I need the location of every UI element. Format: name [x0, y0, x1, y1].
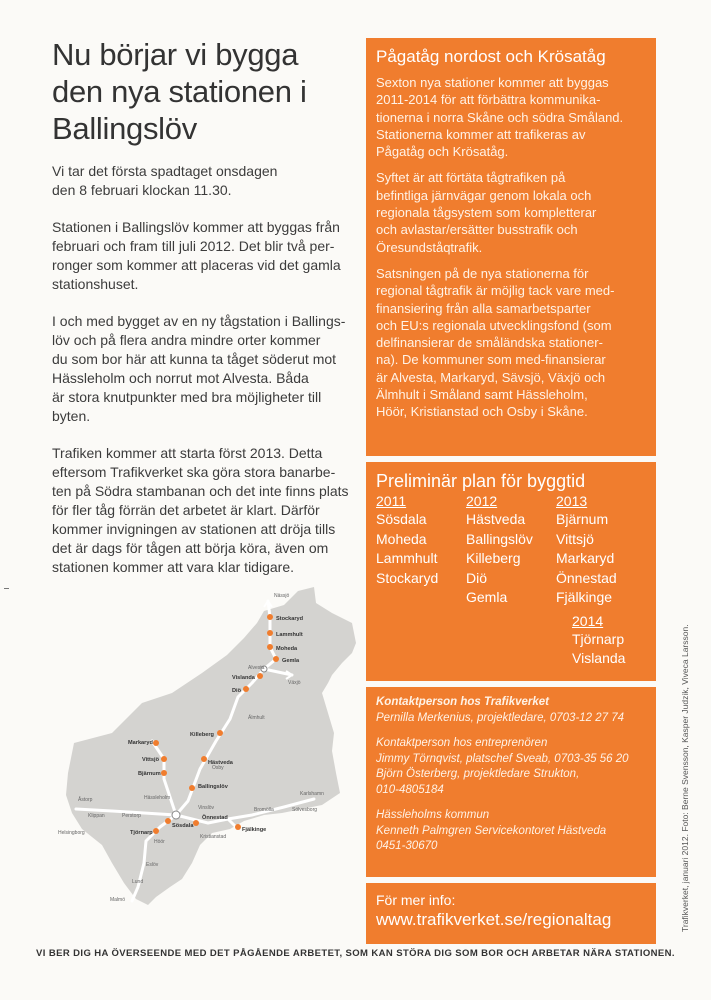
label-markaryd: Markaryd [128, 740, 153, 746]
contact-trafikverket [376, 695, 646, 726]
station-dot [235, 824, 241, 830]
text-line: Sexton nya stationer kommer att byggas [376, 75, 609, 90]
headline-line: Nu börjar vi bygga [52, 37, 299, 72]
text-line: Trafiken kommer att starta först 2013. Detta [52, 445, 323, 461]
intro-paragraph [52, 162, 364, 200]
contact-heading: Hässleholms kommun [376, 809, 490, 821]
plan-year: 2011 [376, 493, 407, 509]
plan-columns [376, 492, 646, 608]
station-dot [267, 630, 273, 636]
plan-station: Diö [466, 569, 488, 586]
label-stockaryd: Stockaryd [276, 616, 304, 622]
plan-station: Bjärnum [556, 511, 609, 527]
info-box-title: Pågatåg nordost och Krösatåg [376, 47, 606, 66]
station-dot [193, 820, 199, 826]
label-malmo: Malmö [110, 897, 126, 903]
contact-heading: Kontaktperson hos Trafikverket [376, 696, 549, 708]
label-karlshamn: Karlshamn [300, 791, 324, 797]
plan-box [366, 462, 656, 681]
map-land [66, 587, 356, 905]
plan-station: Fjälkinge [556, 589, 613, 605]
plan-year: 2012 [466, 493, 498, 509]
text-line: Höör, Kristianstad och Osby i Skåne. [376, 404, 588, 420]
text-line: finansiering från alla samarbetsparter [376, 300, 591, 316]
label-sosdala: Sösdala [172, 823, 194, 829]
text-line: löv och på flera andra mindre orter kommer [52, 332, 321, 348]
label-hastveda: Hästveda [208, 760, 233, 766]
text-line: är Alvesta, Markaryd, Sävsjö, Växjö och [376, 369, 606, 385]
contact-heading: Kontaktperson hos entreprenören [376, 737, 548, 749]
plan-station: Killeberg [466, 550, 521, 566]
station-dot [153, 828, 159, 834]
contact-line: Pernilla Merkenius, projektledare, 0703-12 27 74 [376, 711, 625, 724]
plan-station: Markaryd [556, 550, 615, 566]
station-dot [267, 644, 273, 650]
label-ballingslov: Ballingslöv [198, 784, 228, 790]
text-line: februari och fram till juli 2012. Det blir två per- [52, 238, 335, 254]
text-line: för fler tåg förrän det arbetet är klart. Därför [52, 502, 320, 518]
text-line: regional tågtrafik är möjlig tack vare med- [376, 283, 615, 299]
station-dot [161, 770, 167, 776]
photo-credit-text: Trafikverket, januari 2012. Foto: Berne Svensson, Kasper Judzik, Viveca Larsson. [680, 624, 690, 932]
benefit-paragraph [52, 312, 364, 426]
label-bromolla: Bromölla [254, 807, 274, 813]
text-line: Älmhult i Småland samt Hässleholm, [376, 387, 588, 403]
article-column [52, 36, 364, 595]
text-line: den 8 februari klockan 11.30. [52, 182, 232, 198]
plan-year: 2014 [572, 612, 604, 629]
label-helsingborg: Helsingborg [58, 830, 85, 836]
text-line: Öresundståqtrafik. [376, 239, 483, 255]
text-line: byten. [52, 408, 91, 424]
schedule-paragraph [52, 218, 364, 294]
label-astorp: Åstorp [78, 797, 93, 803]
plan-column-2012 [466, 492, 556, 608]
plan-station: Önnestad [556, 569, 617, 586]
info-paragraph [376, 265, 646, 421]
plan-station: Lammhult [376, 550, 438, 566]
label-moheda: Moheda [276, 646, 298, 652]
label-osby: Osby [212, 765, 224, 771]
text-line: kommer invigningen av stationen att dröja tills [52, 521, 336, 537]
station-dot [165, 818, 171, 824]
plan-title: Preliminär plan för byggtid [376, 471, 586, 491]
text-line: Satsningen på de nya stationerna för [376, 265, 589, 281]
label-killeberg: Killeberg [190, 732, 214, 738]
text-line: eftersom Trafikverket ska göra stora banarbe- [52, 464, 336, 480]
text-line: tionerna i norra Skåne och södra Småland. [376, 109, 624, 125]
plan-column-2014 [572, 612, 646, 669]
station-dot [273, 656, 279, 662]
more-info-label: För mer info: [376, 892, 456, 908]
text-line: na). De kommuner som med-finansierar [376, 352, 606, 368]
label-fjalkinge: Fjälkinge [242, 827, 267, 833]
plan-station: Moheda [376, 530, 427, 547]
more-info-link[interactable]: www.trafikverket.se/regionaltag [376, 910, 612, 929]
station-dot [267, 614, 273, 620]
label-almhult: Älmhult [248, 715, 265, 721]
label-alvesta: Alvesta [248, 665, 265, 671]
label-tjornarp: Tjörnarp [130, 830, 153, 836]
plan-column-2013 [556, 492, 646, 608]
headline [52, 36, 364, 147]
text-line: är stora knutpunkter med bra möjligheter till [52, 389, 322, 405]
station-dot [243, 686, 249, 692]
text-line: ronger som kommer att placeras vid det gamla [52, 257, 341, 273]
plan-station: Hästveda [466, 511, 526, 527]
text-line: Vi tar det första spadtaget onsdagen [52, 163, 278, 179]
sidebar-column [366, 38, 656, 944]
station-dot [161, 756, 167, 762]
fold-mark [4, 588, 9, 589]
plan-station: Ballingslöv [466, 530, 533, 547]
contact-line: Björn Österberg, projektledare Strukton, [376, 768, 580, 780]
text-line: Pågatåg och Krösatåg. [376, 144, 509, 160]
footer-notice: VI BER DIG HA ÖVERSEENDE MED DET PÅGÅENDE ARBETET, SOM KAN STÖRA DIG SOM BOR OCH ARBETAR NÄRA STATIONEN. [36, 948, 675, 959]
text-line: Stationerna kommer att trafikeras av [376, 126, 586, 142]
contact-kommun [376, 808, 646, 855]
text-line: det är dags för tågen att börja köra, även om [52, 540, 329, 556]
contact-line: Kenneth Palmgren Servicekontoret Hästveda [376, 824, 607, 837]
text-line: stationshuset. [52, 276, 139, 292]
label-gemla: Gemla [282, 658, 300, 664]
label-onnestad: Önnestad [202, 815, 228, 821]
label-vittsjo: Vittsjö [142, 757, 159, 763]
label-nassjo: Nässjö [274, 593, 290, 599]
text-line: och avlastar/ersätter busstrafik och [376, 222, 578, 238]
label-vaxjo: Växjö [288, 680, 301, 686]
traffic-paragraph [52, 444, 364, 577]
label-lammhult: Lammhult [276, 632, 303, 638]
headline-line: Ballingslöv [52, 111, 197, 146]
text-line: I och med bygget av en ny tågstation i Ballings- [52, 313, 346, 329]
text-line: delfinansierar de småländska stationer- [376, 335, 603, 351]
label-kristianstad: Kristianstad [200, 834, 227, 840]
station-dot [217, 730, 223, 736]
text-line: och EU:s regionala utvecklingsfond (som [376, 317, 612, 333]
label-bjarnum: Bjärnum [138, 771, 161, 777]
plan-station: Stockaryd [376, 569, 439, 586]
plan-station: Tjörnarp [572, 630, 625, 647]
station-dot [189, 785, 195, 791]
plan-column-2011 [376, 492, 466, 608]
station-dot [257, 673, 263, 679]
plan-station: Vittsjö [556, 530, 594, 547]
railway-map [52, 583, 360, 923]
text-line: du som bor här att kunna ta tåget söderut mot [52, 351, 337, 367]
info-paragraph [376, 74, 646, 160]
label-perstorp: Perstorp [122, 813, 141, 819]
more-info-box [366, 883, 656, 944]
text-line: regionala tågsystem som kompletterar [376, 205, 597, 221]
info-paragraph [376, 169, 646, 255]
plan-station: Vislanda [572, 650, 626, 666]
text-line: Hässleholm och norrut mot Alvesta. Båda [52, 370, 309, 386]
contact-box [366, 687, 656, 877]
station-dot [153, 740, 159, 746]
headline-line: den nya stationen i [52, 74, 307, 109]
contact-entreprenor [376, 736, 646, 798]
contact-line: Jimmy Törnqvist, platschef Sveab, 0703-35 56 20 [376, 752, 629, 765]
text-line: stationen kommer att vara klar tidigare. [52, 559, 294, 575]
label-dio: Diö [232, 688, 242, 694]
plan-station: Gemla [466, 589, 508, 605]
text-line: Syftet är att förtäta tågtrafiken på [376, 170, 566, 186]
label-eslov: Eslöv [146, 862, 159, 868]
plan-year: 2013 [556, 493, 588, 509]
text-line: 2011-2014 för att förbättra kommunika- [376, 92, 601, 108]
text-line: befintliga järnvägar genom lokala och [376, 187, 592, 203]
label-klippan: Klippan [88, 813, 105, 819]
label-hoor: Höör [154, 839, 165, 845]
label-vinslov: Vinslöv [198, 805, 215, 811]
plan-station: Sösdala [376, 511, 427, 527]
label-vislanda: Vislanda [232, 675, 255, 681]
station-dot [201, 756, 207, 762]
label-solvesborg: Sölvesborg [292, 807, 318, 813]
text-line: Stationen i Ballingslöv kommer att byggas från [52, 219, 340, 235]
label-lund: Lund [132, 879, 144, 885]
contact-line: 0451-30670 [376, 840, 438, 852]
contact-line: 010-4805184 [376, 783, 444, 796]
label-hassleholm: Hässleholm [144, 795, 171, 801]
hassleholm-hub [172, 811, 180, 819]
info-box [366, 38, 656, 456]
text-line: ten på Södra stambanan och det inte finns plats [52, 483, 349, 499]
